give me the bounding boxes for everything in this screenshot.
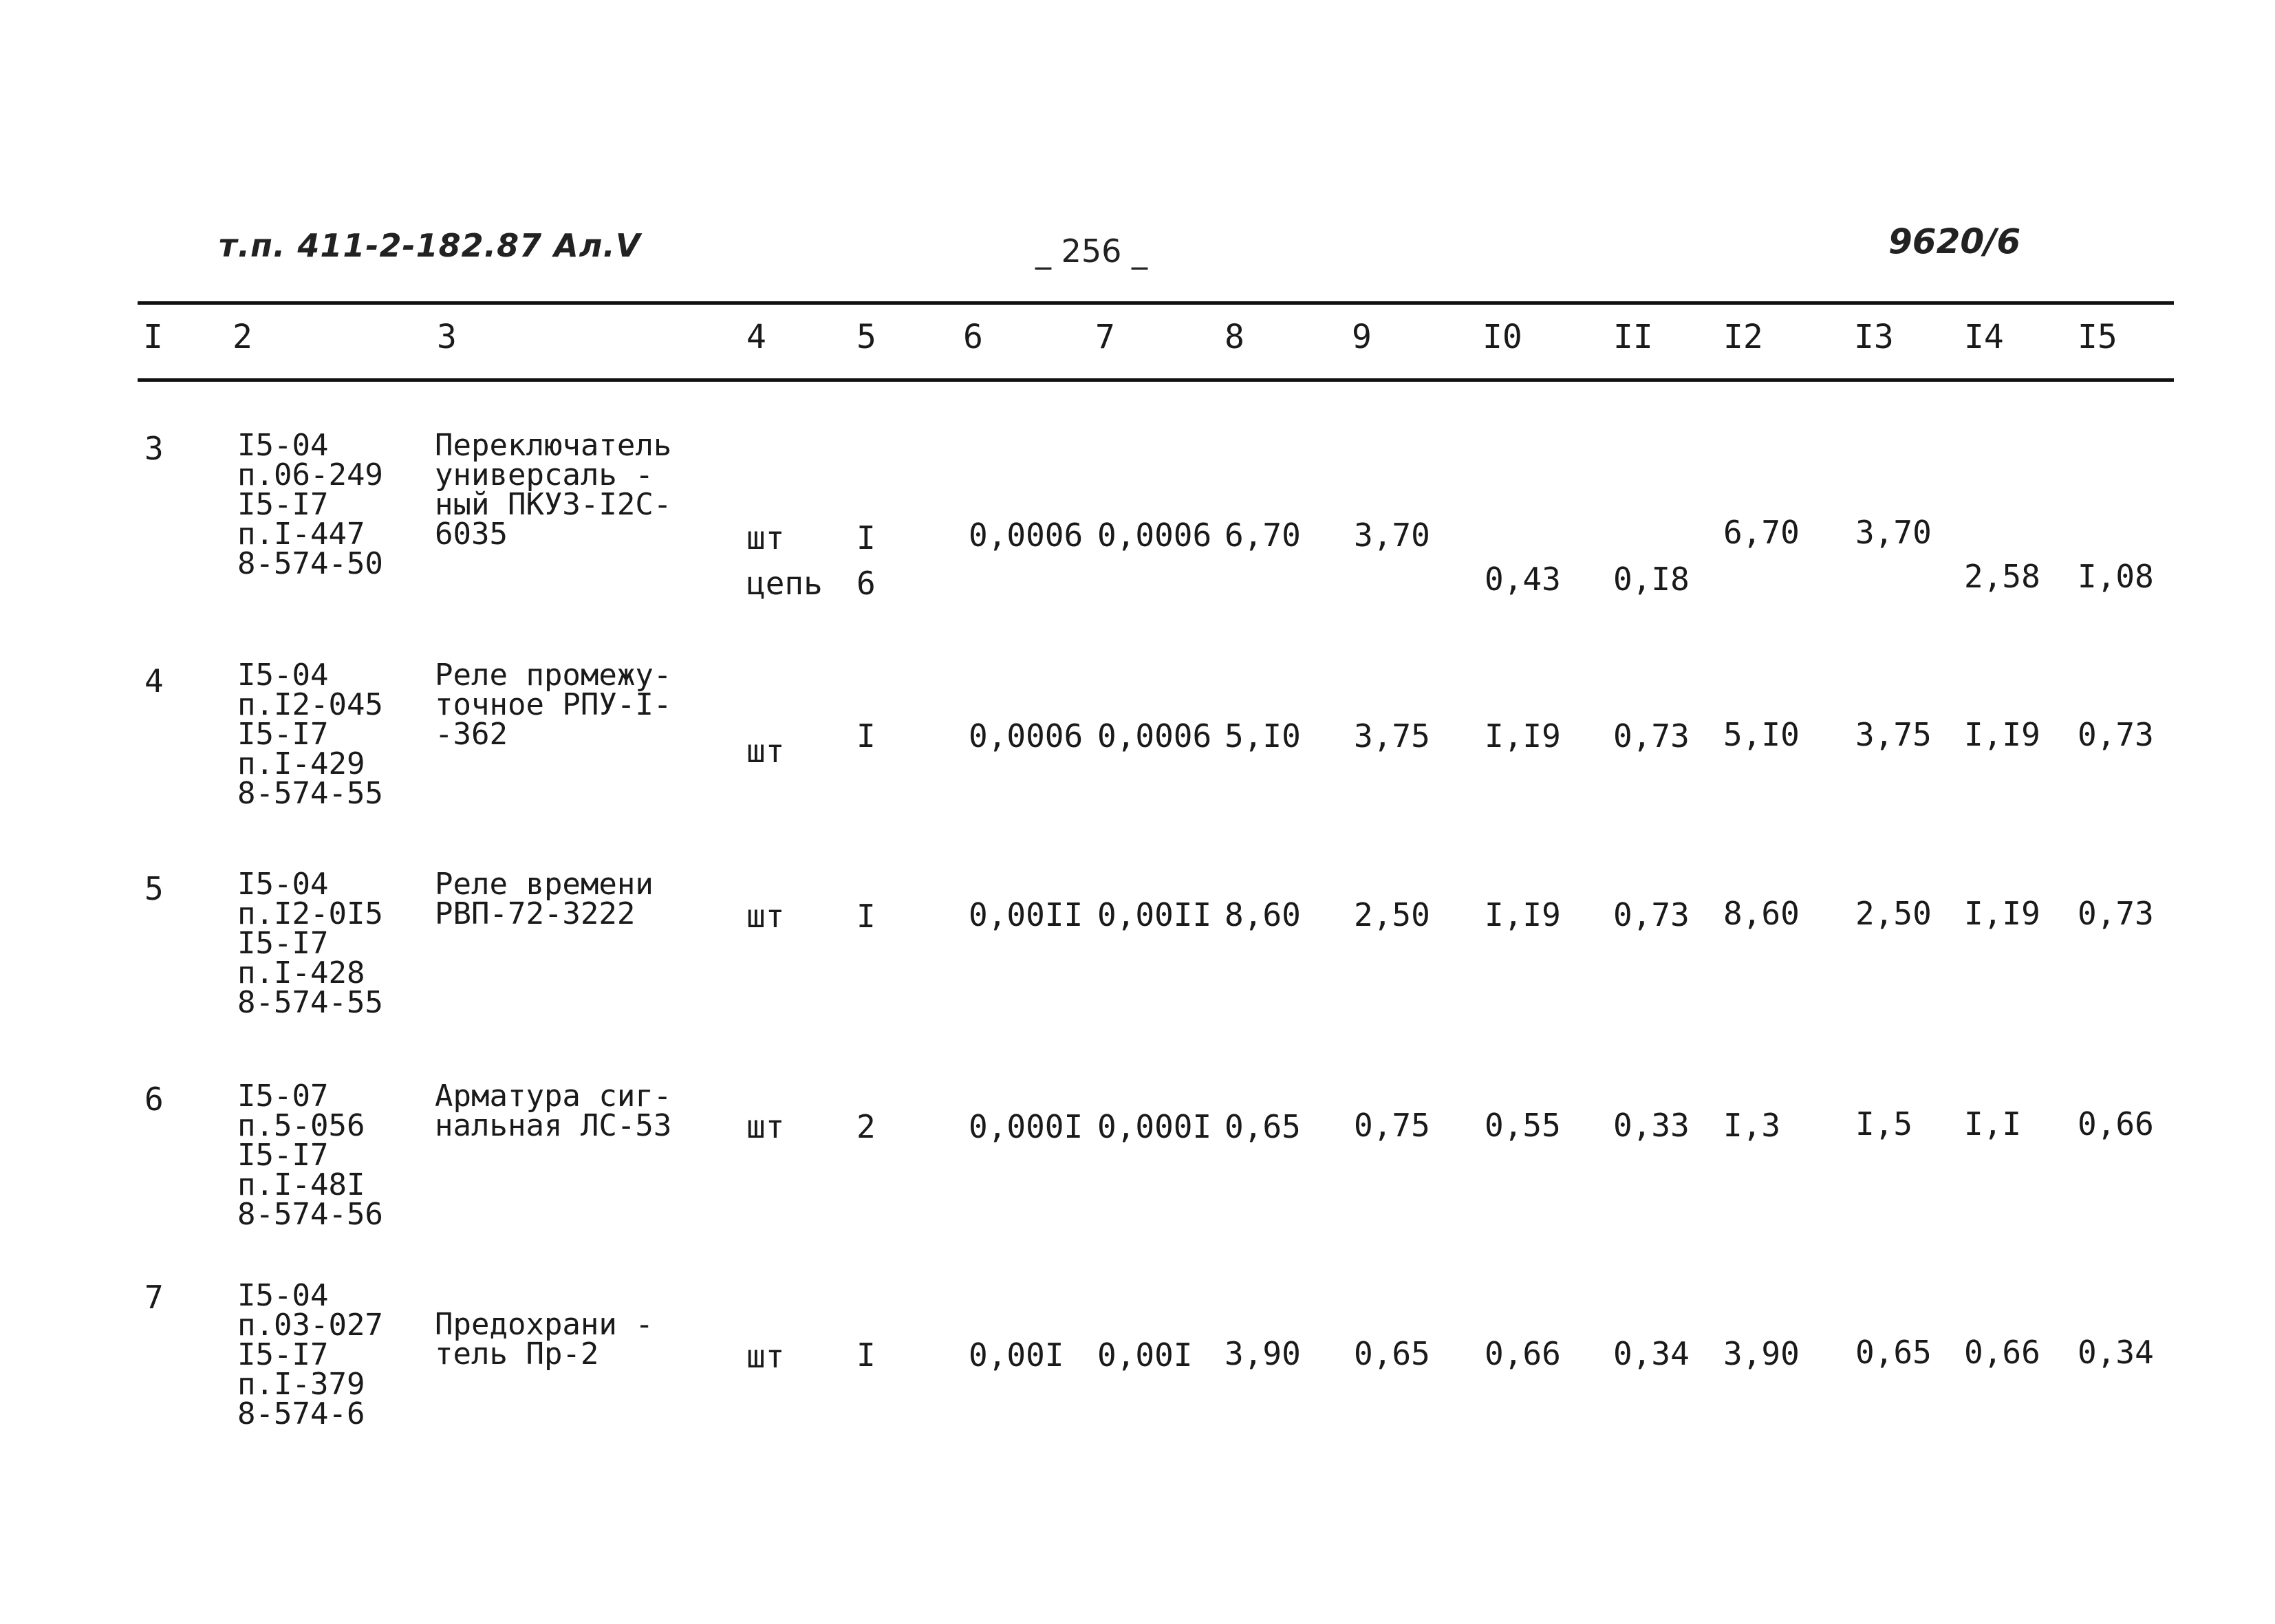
cell-col12: I,3 <box>1723 1107 1781 1144</box>
cell-col6: 0,00I <box>969 1336 1064 1374</box>
column-header-1: I <box>143 318 163 356</box>
column-header-11: II <box>1613 318 1653 356</box>
column-header-14: I4 <box>1964 318 2004 356</box>
quantity: I <box>856 1336 876 1374</box>
cell-col12: 3,90 <box>1723 1335 1800 1372</box>
cell-col10: 0,55 <box>1485 1107 1561 1144</box>
unit: шт <box>746 898 785 935</box>
cell-col14: I,I9 <box>1964 716 2040 753</box>
cell-col13: 2,50 <box>1855 895 1932 932</box>
column-header-5: 5 <box>856 318 876 356</box>
cell-col15: 0,73 <box>2078 716 2154 753</box>
cell-col11: 0,I8 <box>1613 561 1690 598</box>
item-name: Арматура сиг- нальная ЛС-53 <box>435 1079 672 1143</box>
cell-col13: I,5 <box>1855 1105 1913 1143</box>
cell-col10: I,I9 <box>1485 896 1561 933</box>
cell-col14: I,I9 <box>1964 895 2040 932</box>
cell-col6: 0,00II <box>969 896 1083 933</box>
cell-col12: 5,I0 <box>1723 716 1800 753</box>
cell-col8: 6,70 <box>1225 517 1301 554</box>
norm-codes: I5-04 п.I2-045 I5-I7 п.I-429 8-574-55 <box>237 658 383 811</box>
column-header-15: I5 <box>2078 318 2117 356</box>
cell-col8: 5,I0 <box>1225 717 1301 755</box>
cell-col7: 0,00II <box>1097 896 1212 933</box>
column-header-9: 9 <box>1352 318 1372 356</box>
column-header-3: 3 <box>437 318 457 356</box>
cell-col6: 0,0006 <box>969 517 1083 554</box>
cell-col11: 0,73 <box>1613 717 1690 755</box>
cell-col7: 0,0006 <box>1097 517 1212 554</box>
row-number: 4 <box>144 662 164 700</box>
item-name: Реле промежу- точное РПУ-I- -362 <box>435 658 672 752</box>
quantity: I <box>856 717 876 755</box>
cell-col15: 0,73 <box>2078 895 2154 932</box>
cell-col8: 0,65 <box>1225 1108 1301 1145</box>
quantity: 2 <box>856 1108 876 1145</box>
norm-codes: I5-07 п.5-056 I5-I7 п.I-48I 8-574-56 <box>237 1079 383 1232</box>
cell-col6: 0,0006 <box>969 717 1083 755</box>
cell-col9: 3,70 <box>1354 517 1430 554</box>
table-header-rule <box>138 378 2174 382</box>
page-number: _ 256 _ <box>1035 232 1148 270</box>
norm-codes: I5-04 п.06-249 I5-I7 п.I-447 8-574-50 <box>237 428 383 581</box>
column-header-6: 6 <box>963 318 983 356</box>
row-number: 5 <box>144 870 164 907</box>
cell-col9: 3,75 <box>1354 717 1430 755</box>
cell-col9: 0,75 <box>1354 1107 1430 1144</box>
item-name: Реле времени РВП-72-3222 <box>435 867 654 931</box>
cell-col11: 0,73 <box>1613 896 1690 933</box>
cell-col15: I,08 <box>2078 558 2154 595</box>
cell-col14: I,I <box>1964 1105 2022 1143</box>
cell-col14: 0,66 <box>1964 1334 2040 1371</box>
cell-col12: 8,60 <box>1723 895 1800 932</box>
column-header-2: 2 <box>233 318 252 356</box>
table-top-rule <box>138 301 2174 305</box>
column-header-4: 4 <box>746 318 766 356</box>
cell-col10: 0,66 <box>1485 1335 1561 1372</box>
column-header-10: I0 <box>1482 318 1522 356</box>
norm-codes: I5-04 п.I2-0I5 I5-I7 п.I-428 8-574-55 <box>237 867 383 1020</box>
cell-col11: 0,33 <box>1613 1107 1690 1144</box>
document-reference: т.п. 411-2-182.87 Ал.V <box>219 227 641 264</box>
cell-col9: 0,65 <box>1354 1335 1430 1372</box>
row-number: 3 <box>144 430 164 467</box>
cell-col9: 2,50 <box>1354 896 1430 933</box>
column-header-13: I3 <box>1854 318 1894 356</box>
cell-col12: 6,70 <box>1723 514 1800 551</box>
unit: шт <box>746 733 785 770</box>
cell-col15: 0,34 <box>2078 1334 2154 1371</box>
cell-col8: 3,90 <box>1225 1335 1301 1372</box>
cell-col13: 3,70 <box>1855 514 1932 551</box>
column-header-7: 7 <box>1095 318 1115 356</box>
cell-col13: 0,65 <box>1855 1334 1932 1371</box>
cell-col15: 0,66 <box>2078 1105 2154 1143</box>
cell-col7: 0,00I <box>1097 1336 1193 1374</box>
cell-col10: I,I9 <box>1485 717 1561 755</box>
column-header-8: 8 <box>1225 318 1244 356</box>
cell-col7: 0,0006 <box>1097 717 1212 755</box>
row-number: 6 <box>144 1081 164 1118</box>
cell-col7: 0,000I <box>1097 1108 1212 1145</box>
item-name: Переключатель универсаль - ный ПКУ3-I2С- 6035 <box>435 428 672 552</box>
cell-col13: 3,75 <box>1855 716 1932 753</box>
column-header-12: I2 <box>1723 318 1763 356</box>
unit-secondary: цепь <box>746 565 823 602</box>
cell-col8: 8,60 <box>1225 896 1301 933</box>
cell-col10: 0,43 <box>1485 561 1561 598</box>
quantity-secondary: 6 <box>856 565 876 602</box>
unit: шт <box>746 1108 785 1145</box>
item-name: Предохрани - тель Пр-2 <box>435 1307 654 1372</box>
cell-col6: 0,000I <box>969 1108 1083 1145</box>
quantity: I <box>856 519 876 556</box>
row-number: 7 <box>144 1279 164 1316</box>
cell-col14: 2,58 <box>1964 558 2040 595</box>
unit: шт <box>746 519 785 556</box>
sheet-code: 9620/6 <box>1888 221 2021 261</box>
norm-codes: I5-04 п.03-027 I5-I7 п.I-379 8-574-6 <box>237 1278 383 1431</box>
quantity: I <box>856 898 876 935</box>
unit: шт <box>746 1338 785 1375</box>
cell-col11: 0,34 <box>1613 1335 1690 1372</box>
